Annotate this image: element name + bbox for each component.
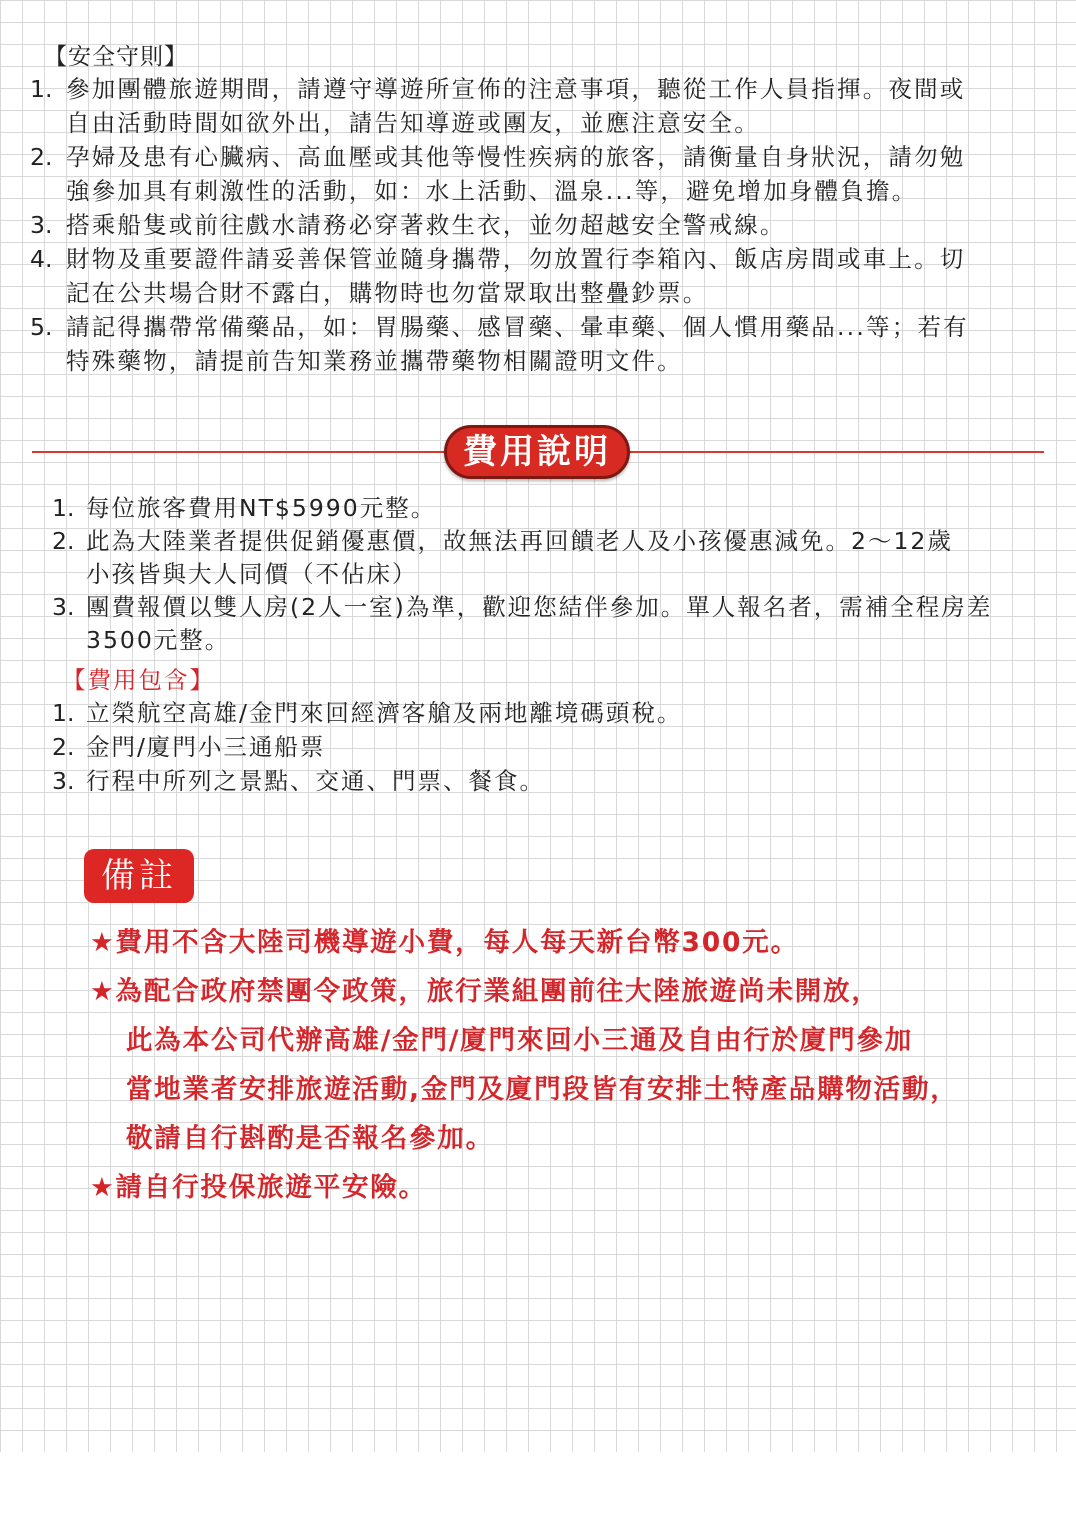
notes-title-badge: 備註 [84, 849, 194, 903]
list-item: 4. 財物及重要證件請妥善保管並隨身攜帶，勿放置行李箱內、飯店房間或車上。切 記在公共場合財不露白，購物時也勿當眾取出整疊鈔票。 [30, 245, 966, 307]
fee-includes-list [52, 696, 1052, 798]
note-line: 敬請自行斟酌是否報名參加。 [126, 1123, 494, 1154]
list-item: 3. 團費報價以雙人房(2人一室)為準，歡迎您結伴參加。單人報名者，需補全程房差 3500元整。 [52, 593, 993, 654]
note-line: ★請自行投保旅遊平安險。 [90, 1172, 427, 1203]
safety-rules-header: 【安全守則】 [44, 44, 188, 70]
list-item: 5. 請記得攜帶常備藥品，如：胃腸藥、感冒藥、暈車藥、個人慣用藥品...等；若有 特殊藥物，請提前告知業務並攜帶藥物相關證明文件。 [30, 313, 969, 375]
note-line: 此為本公司代辦高雄/金門/廈門來回小三通及自由行於廈門參加 [126, 1025, 914, 1056]
safety-rules-list [30, 72, 1040, 378]
list-item: 2. 金門/廈門小三通船票 [52, 733, 326, 761]
list-item: 3. 搭乘船隻或前往戲水請務必穿著救生衣，並勿超越安全警戒線。 [30, 211, 786, 239]
list-item: 3. 行程中所列之景點、交通、門票、餐食。 [52, 767, 545, 795]
list-item: 1. 每位旅客費用NT$5990元整。 [52, 494, 437, 522]
list-item: 2. 孕婦及患有心臟病、高血壓或其他等慢性疾病的旅客，請衡量自身狀況，請勿勉 強參加具有刺激性的活動，如：水上活動、溫泉...等，避免增加身體負擔。 [30, 143, 966, 205]
list-item: 1. 參加團體旅遊期間，請遵守導遊所宣佈的注意事項，聽從工作人員指揮。夜間或 自由活動時間如欲外出，請告知導遊或團友，並應注意安全。 [30, 75, 966, 137]
list-item: 1. 立榮航空高雄/金門來回經濟客艙及兩地離境碼頭稅。 [52, 699, 683, 727]
list-item: 2. 此為大陸業者提供促銷優惠價，故無法再回饋老人及小孩優惠減免。2～12歲 小孩皆與大人同價（不佔床） [52, 527, 953, 588]
note-line: ★費用不含大陸司機導遊小費，每人每天新台幣300元。 [90, 927, 799, 958]
note-line: 當地業者安排旅遊活動,金門及廈門段皆有安排土特產品購物活動， [126, 1074, 959, 1105]
fee-includes-header: 【費用包含】 [62, 666, 215, 694]
notes-section [90, 918, 1050, 1212]
note-line: ★為配合政府禁團令政策，旅行業組團前往大陸旅遊尚未開放， [90, 976, 880, 1007]
fee-list [52, 492, 1052, 657]
fee-section-title-badge: 費用說明 [444, 425, 630, 479]
